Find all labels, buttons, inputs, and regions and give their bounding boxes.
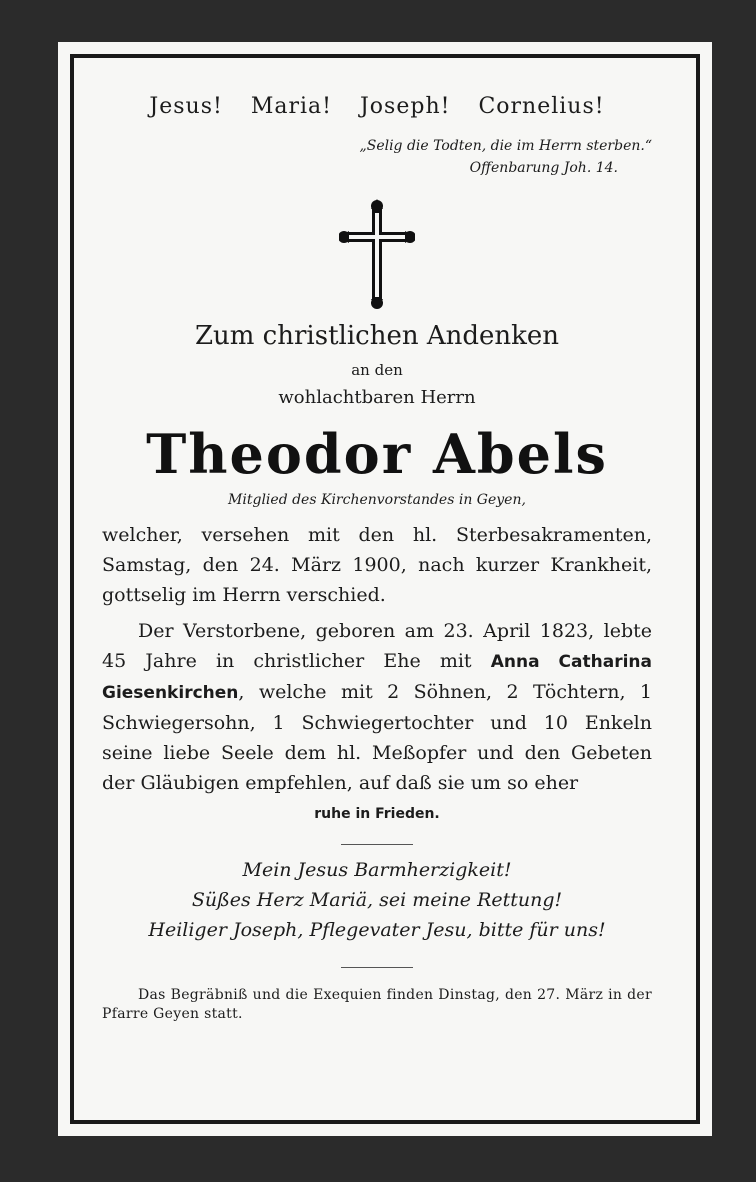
memorial-subheading: an den [351,361,403,379]
divider [341,967,413,968]
prayer-line: Mein Jesus Barmherzigkeit! [242,859,512,881]
memorial-heading: Zum christlichen Andenken [194,321,560,351]
rest-in-peace: ruhe in Frieden. [314,806,440,822]
prayers [102,855,652,945]
cross-icon [102,199,652,311]
wife-name: Anna Catharina Giesenkirchen [102,652,652,703]
quote-reference: Offenbarung Joh. 14. [469,160,618,176]
holy-names-header [102,94,652,119]
bible-quote [102,135,652,179]
death-notice: welcher, versehen mit den hl. Sterbesakramenten, Samstag, den 24. März 1900, nach kurzer Krankheit, gottselig im Herrn verschied. [102,524,652,606]
memorial-honorific: wohlachtbaren Herrn [278,387,476,408]
holy-name: Joseph! [359,94,451,119]
holy-name: Maria! [250,94,332,119]
holy-name: Jesus! [149,94,223,119]
prayer-line: Heiliger Joseph, Pflegevater Jesu, bitte für uns! [148,919,606,941]
funeral-notice: Das Begräbniß und die Exequien finden Dinstag, den 27. März in der Pfarre Geyen statt. [102,987,652,1022]
prayer-line: Süßes Herz Mariä, sei meine Rettung! [191,889,563,911]
biography [102,616,652,798]
quote-text: „Selig die Todten, die im Herrn sterben.“ [359,138,652,154]
holy-name: Cornelius! [478,94,605,119]
biography-text: , welche mit 2 Söhnen, 2 Töchtern, 1 Schwiegersohn, 1 Schwiegertochter und 10 Enkeln seine liebe Seele dem hl. Meßopfer und den Gebeten der Gläubigen empfehlen, auf daß sie um so eher [102,681,652,794]
memorial-card [58,42,712,1136]
deceased-name: Theodor Abels [146,422,608,486]
card-content [102,82,652,1024]
divider [341,844,413,845]
deceased-role: Mitglied des Kirchenvorstandes in Geyen, [228,492,526,508]
biography-text: Der Verstorbene, geboren am 23. April 1823, lebte 45 Jahre in christlicher Ehe mit [102,620,652,672]
